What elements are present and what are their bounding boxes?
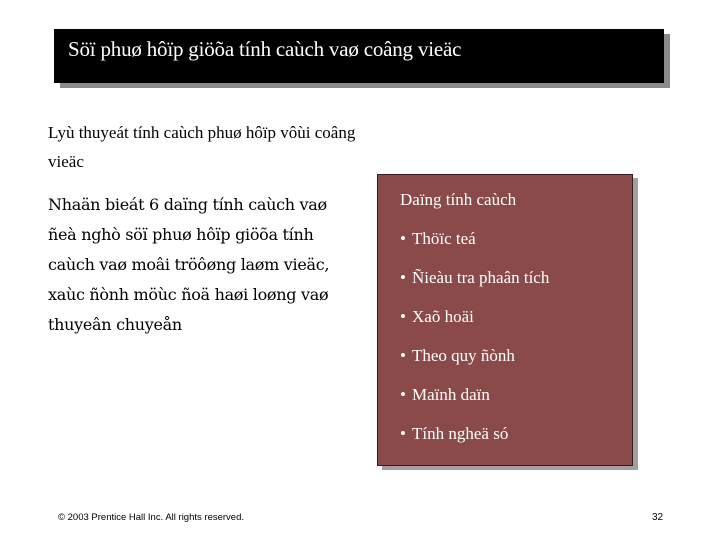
list-item-label: Maïnh daïn xyxy=(412,385,490,404)
personality-types-panel xyxy=(377,174,633,466)
list-item xyxy=(400,380,632,419)
list-item-label: Xaõ hoäi xyxy=(412,307,474,326)
personality-type-list xyxy=(400,224,632,458)
bullet-icon: • xyxy=(400,346,406,365)
list-item-label: Thöïc teá xyxy=(412,229,476,248)
list-item xyxy=(400,302,632,341)
bullet-icon: • xyxy=(400,424,406,443)
page-number: 32 xyxy=(652,512,664,523)
list-item-label: Theo quy ñònh xyxy=(412,346,515,365)
list-item xyxy=(400,419,632,458)
list-item xyxy=(400,224,632,263)
list-item-label: Tính ngheä só xyxy=(412,424,509,443)
section-heading: Lyù thuyeát tính caùch phuø hôïp vôùi coâng vieäc xyxy=(48,123,356,171)
list-item xyxy=(400,263,632,302)
bullet-icon: • xyxy=(400,385,406,404)
bullet-icon: • xyxy=(400,229,406,248)
copyright-notice: © 2003 Prentice Hall Inc. All rights reserved. xyxy=(58,512,245,523)
slide-title: Söï phuø hôïp giöõa tính caùch vaø coâng vieäc xyxy=(68,37,462,61)
body-paragraph: Nhaän bieát 6 daïng tính caùch vaø ñeà nghò söï phuø hôïp giöõa tính caùch vaø moâi tröôøng laøm vieäc, xaùc ñònh möùc ñoä haøi loøng vaø thuyeân chuyeån xyxy=(48,195,330,334)
panel-title: Daïng tính caùch xyxy=(400,190,517,209)
bullet-icon: • xyxy=(400,307,406,326)
title-bar xyxy=(54,29,664,83)
list-item xyxy=(400,341,632,380)
bullet-icon: • xyxy=(400,268,406,287)
list-item-label: Ñieàu tra phaân tích xyxy=(412,268,550,287)
